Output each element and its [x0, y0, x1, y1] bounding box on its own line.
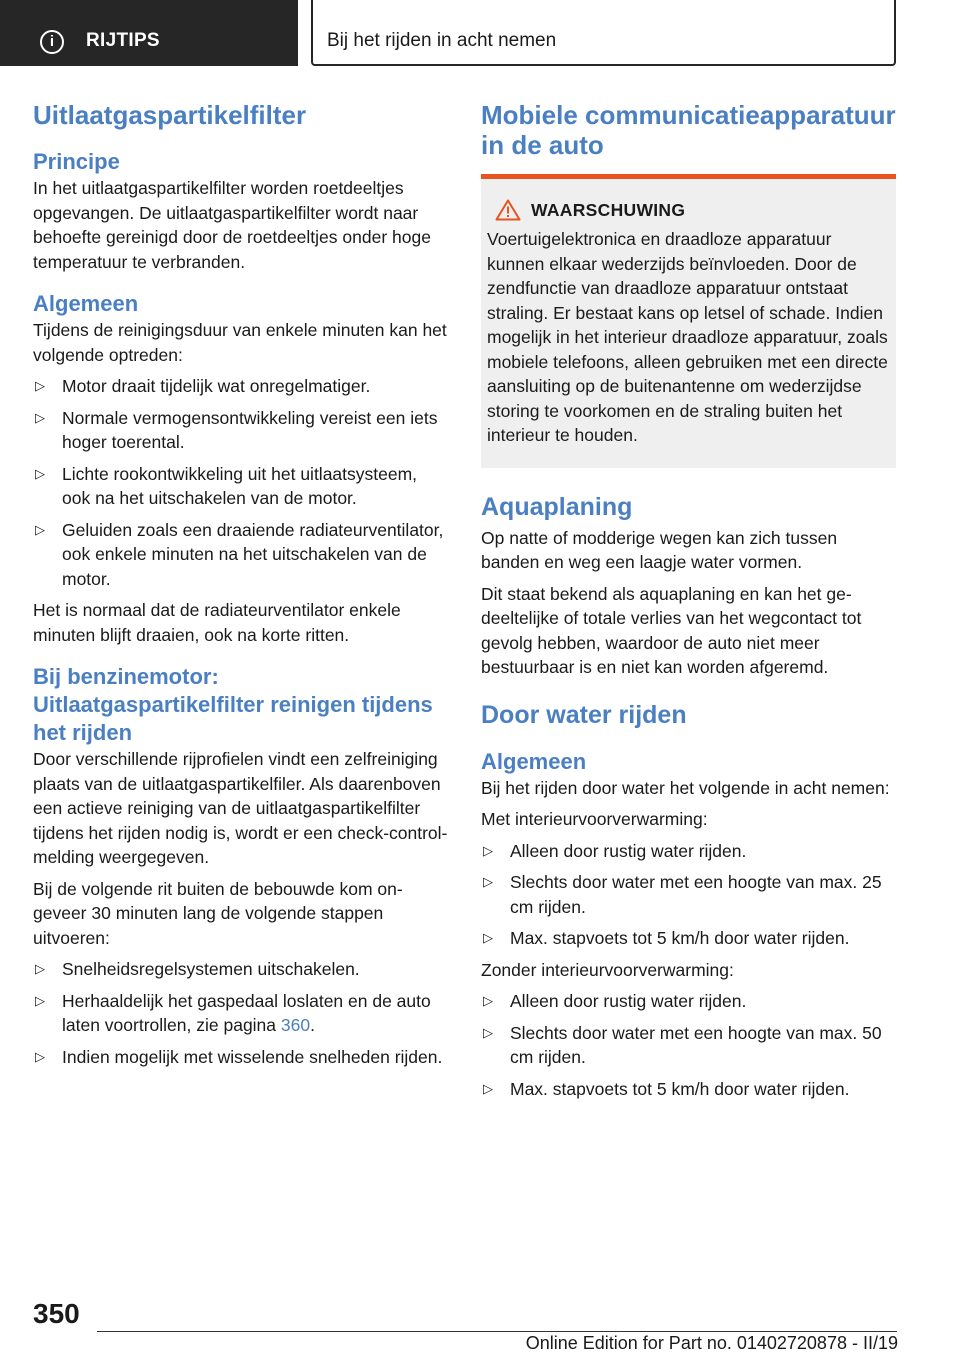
paragraph-benzine-1: Door verschillende rijprofielen vindt een zelfreiniging plaats van de uitlaatgaspartikelfiler. Als daarenboven een actieve reiniging van de uitlaatgaspartikelfilter tijdens het rijden nodig is, wordt er een check-control-melding weergegeven.: [33, 749, 448, 867]
list-item: ▷ Indien mogelijk met wisselende snelheden rijden.: [33, 1045, 448, 1070]
bullet-icon: ▷: [35, 992, 45, 1008]
section-title-water: Door water rijden: [481, 700, 687, 729]
list-item: ▷ Slechts door water met een hoogte van max. 50 cm rijden.: [483, 1022, 882, 1067]
page-number: 350: [33, 1298, 80, 1329]
warning-triangle-icon: [495, 199, 521, 221]
info-icon: i: [40, 30, 64, 54]
footer-divider: [97, 1331, 897, 1332]
warning-header: [487, 199, 888, 221]
bullet-icon: ▷: [483, 1080, 493, 1096]
list-item: ▷ Snelheidsregelsystemen uitschakelen.: [33, 957, 448, 982]
subheading-algemeen: Algemeen: [33, 291, 139, 316]
page-link[interactable]: 360: [280, 1015, 311, 1035]
paragraph-algemeen-intro: Tijdens de reinigingsduur van enkele minuten kan het volgende optreden:: [33, 320, 447, 365]
list-zonder: [481, 989, 896, 1101]
section-label: RIJTIPS: [86, 30, 160, 51]
section-title-aquaplaning: Aquaplaning: [481, 492, 633, 521]
bullet-icon: ▷: [35, 1048, 45, 1064]
chapter-title: Bij het rijden in acht nemen: [327, 30, 557, 51]
list-item: ▷ Normale vermogensontwikkeling vereist een iets hoger toerental.: [35, 407, 438, 452]
list-met: [481, 839, 896, 951]
paragraph-benzine-2: Bij de volgende rit buiten de bebouwde kom ongeveer 30 minuten lang de volgende stappen uitvoeren:: [33, 878, 403, 948]
list-item: ▷ Alleen door rustig water rijden.: [481, 839, 896, 864]
paragraph-principe: In het uitlaatgaspartikelfilter worden roetdeeltjes opgevangen. De uitlaatgaspartikelfilter wordt naar behoefte gereinigd door de roetdeeltjes onder hoge temperatuur te verbranden.: [33, 178, 431, 272]
list-item: ▷ Alleen door rustig water rijden.: [481, 989, 896, 1014]
subheading-principe: Principe: [33, 149, 120, 174]
list-item: ▷ Lichte rookontwikkeling uit het uitlaatsysteem, ook na het uitschakelen van de motor.: [35, 463, 418, 508]
left-column: [33, 100, 448, 1076]
label-met: Met interieurvoorverwarming:: [481, 809, 708, 829]
chapter-tab: [311, 0, 896, 66]
subheading-benzine: Bij benzinemotor: Uitlaatgaspartikelfilter reinigen tijdens het rijden: [33, 664, 433, 745]
list-item: ▷ Motor draait tijdelijk wat onregelmatiger.: [33, 374, 448, 399]
bullet-icon: ▷: [483, 842, 493, 858]
paragraph-water-intro: Bij het rijden door water het volgende in acht nemen:: [481, 777, 890, 798]
page-header: [0, 0, 960, 66]
bullet-icon: ▷: [483, 874, 493, 889]
section-title-filter: Uitlaatgaspartikelfilter: [33, 100, 307, 130]
warning-text: Voertuigelektronica en draadloze apparatuur kunnen elkaar wederzijds beïnvloeden. Door de zendfunctie van draadloze apparatuur ontstaat straling. Er bestaat kans op letsel of schade. Indien mogelijk in het interieur draadloze apparatuur, zoals mobiele telefoons, alleen gebruiken met een directe aansluiting op de buitenantenne om wederzijdse storing te voorkomen en de straling buiten het interieur te houden.: [487, 229, 888, 445]
right-column: [481, 100, 896, 1108]
paragraph-aquaplaning-1: Op natte of modderige wegen kan zich tussen banden en weg een laagje water vormen.: [481, 527, 838, 572]
bullet-icon: ▷: [35, 465, 45, 481]
bullet-icon: ▷: [35, 521, 45, 537]
footer-edition: Online Edition for Part no. 01402720878 - II/19: [525, 1333, 898, 1353]
bullet-icon: ▷: [35, 961, 45, 976]
bullet-icon: ▷: [35, 378, 45, 393]
subheading-water-algemeen: Algemeen: [481, 748, 587, 774]
warning-title: WAARSCHUWING: [531, 199, 686, 220]
list-item: ▷ Geluiden zoals een draaiende radiateurventilator, ook enkele minuten na het uitschakelen van de motor.: [35, 519, 444, 589]
section-title-mobile: Mobiele communicatieapparatuur in de auto: [481, 100, 896, 160]
bullet-icon: ▷: [483, 993, 493, 1008]
paragraph-aquaplaning-2: Dit staat bekend als aquaplaning en kan het gedeeltelijke of totale verlies van het wegcontact tot gevolg hebben, waardoor de auto niet meer bestuurbaar is en niet kan worden afgeremd.: [481, 583, 862, 677]
list-item: ▷ Max. stapvoets tot 5 km/h door water rijden.: [481, 926, 896, 951]
paragraph-algemeen-outro: Het is normaal dat de radiateurventilator enkele minuten blijft draaien, ook na korte ritten.: [33, 600, 401, 645]
bullet-icon: ▷: [483, 930, 493, 945]
list-symptoms: [33, 374, 448, 591]
warning-box: [481, 174, 896, 468]
list-item: ▷ Herhaaldelijk het gaspedaal loslaten en de auto laten voortrollen, zie pagina 360.: [35, 990, 431, 1035]
list-item: ▷ Slechts door water met een hoogte van max. 25 cm rijden.: [483, 872, 882, 917]
bullet-icon: ▷: [483, 1024, 493, 1040]
section-tab: [0, 0, 298, 66]
bullet-icon: ▷: [35, 409, 45, 425]
list-item: ▷ Max. stapvoets tot 5 km/h door water rijden.: [481, 1077, 896, 1102]
list-steps: [33, 957, 448, 1069]
label-zonder: Zonder interieurvoorverwarming:: [481, 959, 734, 980]
